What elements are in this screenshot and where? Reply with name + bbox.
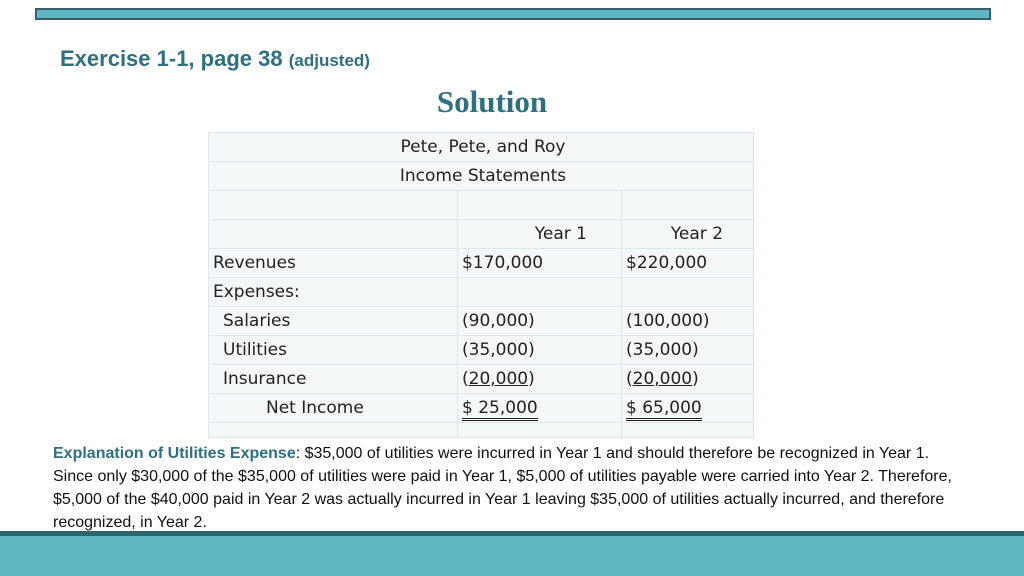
table-row xyxy=(209,336,754,365)
empty-cell xyxy=(622,278,754,307)
salaries-year1: (90,000) xyxy=(458,307,622,336)
row-label-net-income: Net Income xyxy=(209,394,458,423)
revenues-year1: $170,000 xyxy=(458,249,622,278)
salaries-year2: (100,000) xyxy=(622,307,754,336)
net-income-year2: $ 65,000 xyxy=(626,398,702,421)
company-name: Pete, Pete, and Roy xyxy=(209,133,754,162)
table-row xyxy=(209,191,754,220)
empty-cell xyxy=(458,423,622,438)
utilities-year1: (35,000) xyxy=(458,336,622,365)
row-label-expenses: Expenses: xyxy=(209,278,458,307)
paren-open: ( xyxy=(462,369,469,389)
empty-cell xyxy=(458,191,622,220)
utilities-year2: (35,000) xyxy=(622,336,754,365)
empty-cell xyxy=(209,220,458,249)
row-label-utilities: Utilities xyxy=(209,336,458,365)
net-income-year2-cell xyxy=(622,394,754,423)
statement-title: Income Statements xyxy=(209,162,754,191)
table-row xyxy=(209,423,754,438)
table-row xyxy=(209,133,754,162)
paren-close: ) xyxy=(692,369,699,389)
paren-open: ( xyxy=(626,369,633,389)
table-row xyxy=(209,278,754,307)
insurance-year1 xyxy=(458,365,622,394)
column-header-year1: Year 1 xyxy=(458,220,622,249)
insurance-year1-amount: 20,000 xyxy=(468,369,529,389)
empty-cell xyxy=(458,278,622,307)
solution-heading: Solution xyxy=(436,84,548,119)
row-label-insurance: Insurance xyxy=(209,365,458,394)
net-income-year1-cell xyxy=(458,394,622,423)
table-row xyxy=(209,365,754,394)
insurance-year2-amount: 20,000 xyxy=(632,369,693,389)
table-row xyxy=(209,394,754,423)
insurance-year2 xyxy=(622,365,754,394)
explanation-paragraph xyxy=(53,442,963,534)
exercise-title-subtitle: (adjusted) xyxy=(288,51,370,70)
explanation-label: Explanation of Utilities Expense xyxy=(53,445,296,462)
exercise-title-main: Exercise 1-1, page 38 xyxy=(60,46,283,71)
table-header-row xyxy=(209,220,754,249)
net-income-year1: $ 25,000 xyxy=(462,398,538,421)
revenues-year2: $220,000 xyxy=(622,249,754,278)
empty-cell xyxy=(209,423,458,438)
empty-cell xyxy=(622,423,754,438)
empty-cell xyxy=(209,191,458,220)
row-label-salaries: Salaries xyxy=(209,307,458,336)
table-row xyxy=(209,162,754,191)
paren-close: ) xyxy=(528,369,535,389)
empty-cell xyxy=(622,191,754,220)
explanation-text: : $35,000 of utilities were incurred in Year 1 and should therefore be recognized in Year 1. Since only $30,000 of the $35,000 of utilities were paid in Year 1, $5,000 of utilities payable were carried into Year 2. Therefore, $5,000 of the $40,000 paid in Year 2 was actually incurred in Year 1 leaving $35,000 of utilities actually incurred, and therefore recognized, in Year 2. xyxy=(53,445,952,531)
top-accent-bar xyxy=(35,8,991,20)
table-row xyxy=(209,307,754,336)
row-label-revenues: Revenues xyxy=(209,249,458,278)
column-header-year2: Year 2 xyxy=(622,220,754,249)
table-row xyxy=(209,249,754,278)
income-statement-table xyxy=(208,132,754,438)
exercise-title xyxy=(60,46,370,72)
bottom-accent-bar xyxy=(0,536,1024,576)
